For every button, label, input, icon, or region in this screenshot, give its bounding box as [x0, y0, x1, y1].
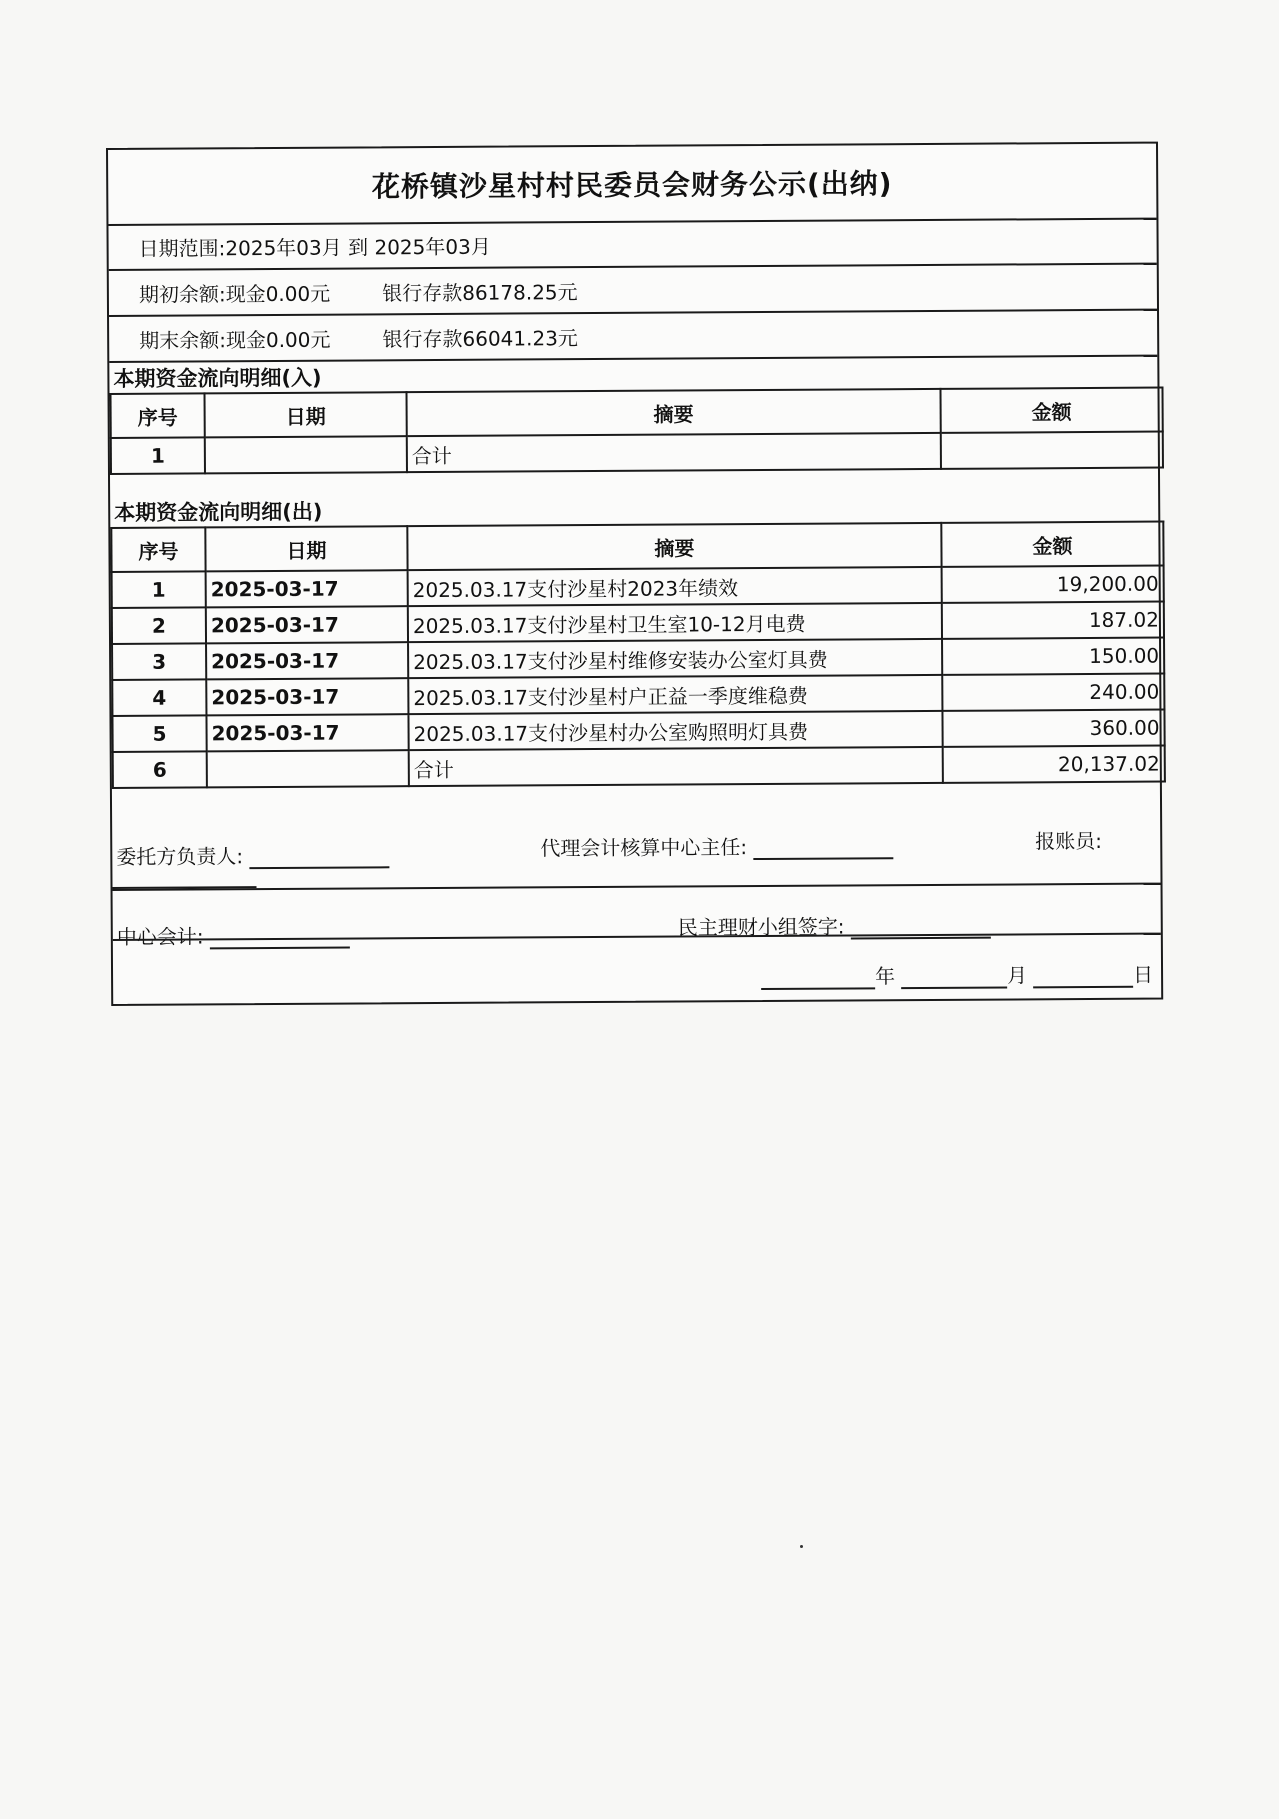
row-amount: 360.00	[942, 710, 1164, 747]
row-no: 6	[113, 751, 207, 788]
row-summary: 2025.03.17支付沙星村2023年绩效	[408, 567, 942, 606]
row-amount: 187.02	[942, 602, 1164, 639]
row-amount	[941, 432, 1163, 469]
closing-balance-label: 期末余额:	[139, 327, 226, 353]
day-label: 日	[1132, 962, 1154, 987]
opening-bank: 银行存款86178.25元	[382, 279, 578, 305]
date-range-value: 2025年03月 到 2025年03月	[225, 234, 491, 261]
row-no: 1	[111, 437, 205, 474]
date-range-row	[108, 220, 1156, 271]
row-summary: 合计	[409, 747, 943, 786]
income-header-row	[111, 388, 1163, 438]
closing-bank: 银行存款66041.23元	[382, 325, 578, 351]
page-title: 花桥镇沙星村村民委员会财务公示(出纳)	[371, 167, 893, 204]
title-row	[108, 144, 1156, 226]
row-date: 2025-03-17	[206, 570, 408, 607]
center-accountant-label: 中心会计:	[116, 924, 204, 949]
col-header-amount: 金额	[941, 522, 1163, 567]
table-row	[111, 432, 1163, 474]
col-header-amount: 金额	[940, 388, 1162, 433]
col-header-no: 序号	[111, 527, 205, 572]
expense-header-row	[111, 522, 1163, 572]
reimburser-label: 报账员:	[1035, 828, 1103, 854]
row-no: 2	[112, 607, 206, 644]
row-amount: 20,137.02	[943, 746, 1165, 783]
income-table	[109, 387, 1163, 475]
center-accountant-signature	[117, 920, 350, 950]
ink-speck	[800, 1545, 803, 1548]
month-blank	[901, 987, 1007, 990]
row-date: 2025-03-17	[206, 642, 408, 679]
opening-balance-label: 期初余额:	[138, 281, 226, 307]
finance-group-label: 民主理财小组签字:	[677, 914, 845, 940]
closing-balance-row	[109, 311, 1157, 363]
year-label: 年	[875, 964, 896, 989]
row-summary: 2025.03.17支付沙星村办公室购照明灯具费	[408, 711, 942, 750]
income-heading: 本期资金流向明细(入)	[113, 365, 322, 391]
row-date: 2025-03-17	[206, 714, 408, 751]
center-director-line	[753, 857, 893, 860]
opening-cash: 现金0.00元	[225, 281, 331, 306]
signature-row-1	[112, 821, 1160, 891]
col-header-no: 序号	[111, 393, 205, 438]
date-range-label: 日期范围:	[138, 236, 226, 261]
month-label: 月	[1006, 963, 1028, 988]
continuation-line	[113, 886, 257, 889]
row-summary: 2025.03.17支付沙星村户正益一季度维稳费	[408, 675, 942, 714]
finance-group-line	[851, 937, 991, 940]
col-header-date: 日期	[205, 526, 407, 571]
row-no: 5	[112, 715, 206, 752]
table-row	[113, 746, 1165, 788]
signature-row-2	[113, 885, 1162, 1004]
row-date: 2025-03-17	[206, 678, 408, 715]
client-head-label: 委托方负责人:	[116, 844, 244, 869]
row-summary: 2025.03.17支付沙星村维修安装办公室灯具费	[408, 639, 942, 678]
row-summary: 2025.03.17支付沙星村卫生室10-12月电费	[408, 603, 942, 642]
col-header-summary: 摘要	[407, 523, 941, 570]
opening-balance-row	[109, 265, 1157, 317]
expense-heading: 本期资金流向明细(出)	[114, 499, 323, 525]
day-blank	[1033, 986, 1133, 989]
col-header-date: 日期	[205, 392, 407, 437]
col-header-summary: 摘要	[406, 389, 940, 436]
center-accountant-line	[210, 947, 350, 950]
row-summary: 合计	[407, 433, 941, 472]
row-date	[205, 436, 407, 473]
row-no: 1	[112, 571, 206, 608]
row-date: 2025-03-17	[206, 606, 408, 643]
sign-date	[761, 959, 1153, 990]
row-no: 3	[112, 643, 206, 680]
row-no: 4	[112, 679, 206, 716]
client-head-signature	[116, 839, 389, 870]
row-amount: 240.00	[942, 674, 1164, 711]
center-director-signature	[540, 830, 893, 861]
expense-table	[110, 521, 1166, 789]
center-director-label: 代理会计核算中心主任:	[540, 835, 748, 861]
closing-cash: 现金0.00元	[225, 327, 331, 352]
row-date	[207, 750, 409, 787]
finance-notice-sheet	[106, 142, 1163, 1006]
row-amount: 19,200.00	[942, 566, 1164, 603]
client-head-line	[249, 866, 389, 869]
row-amount: 150.00	[942, 638, 1164, 675]
year-blank	[761, 987, 875, 990]
